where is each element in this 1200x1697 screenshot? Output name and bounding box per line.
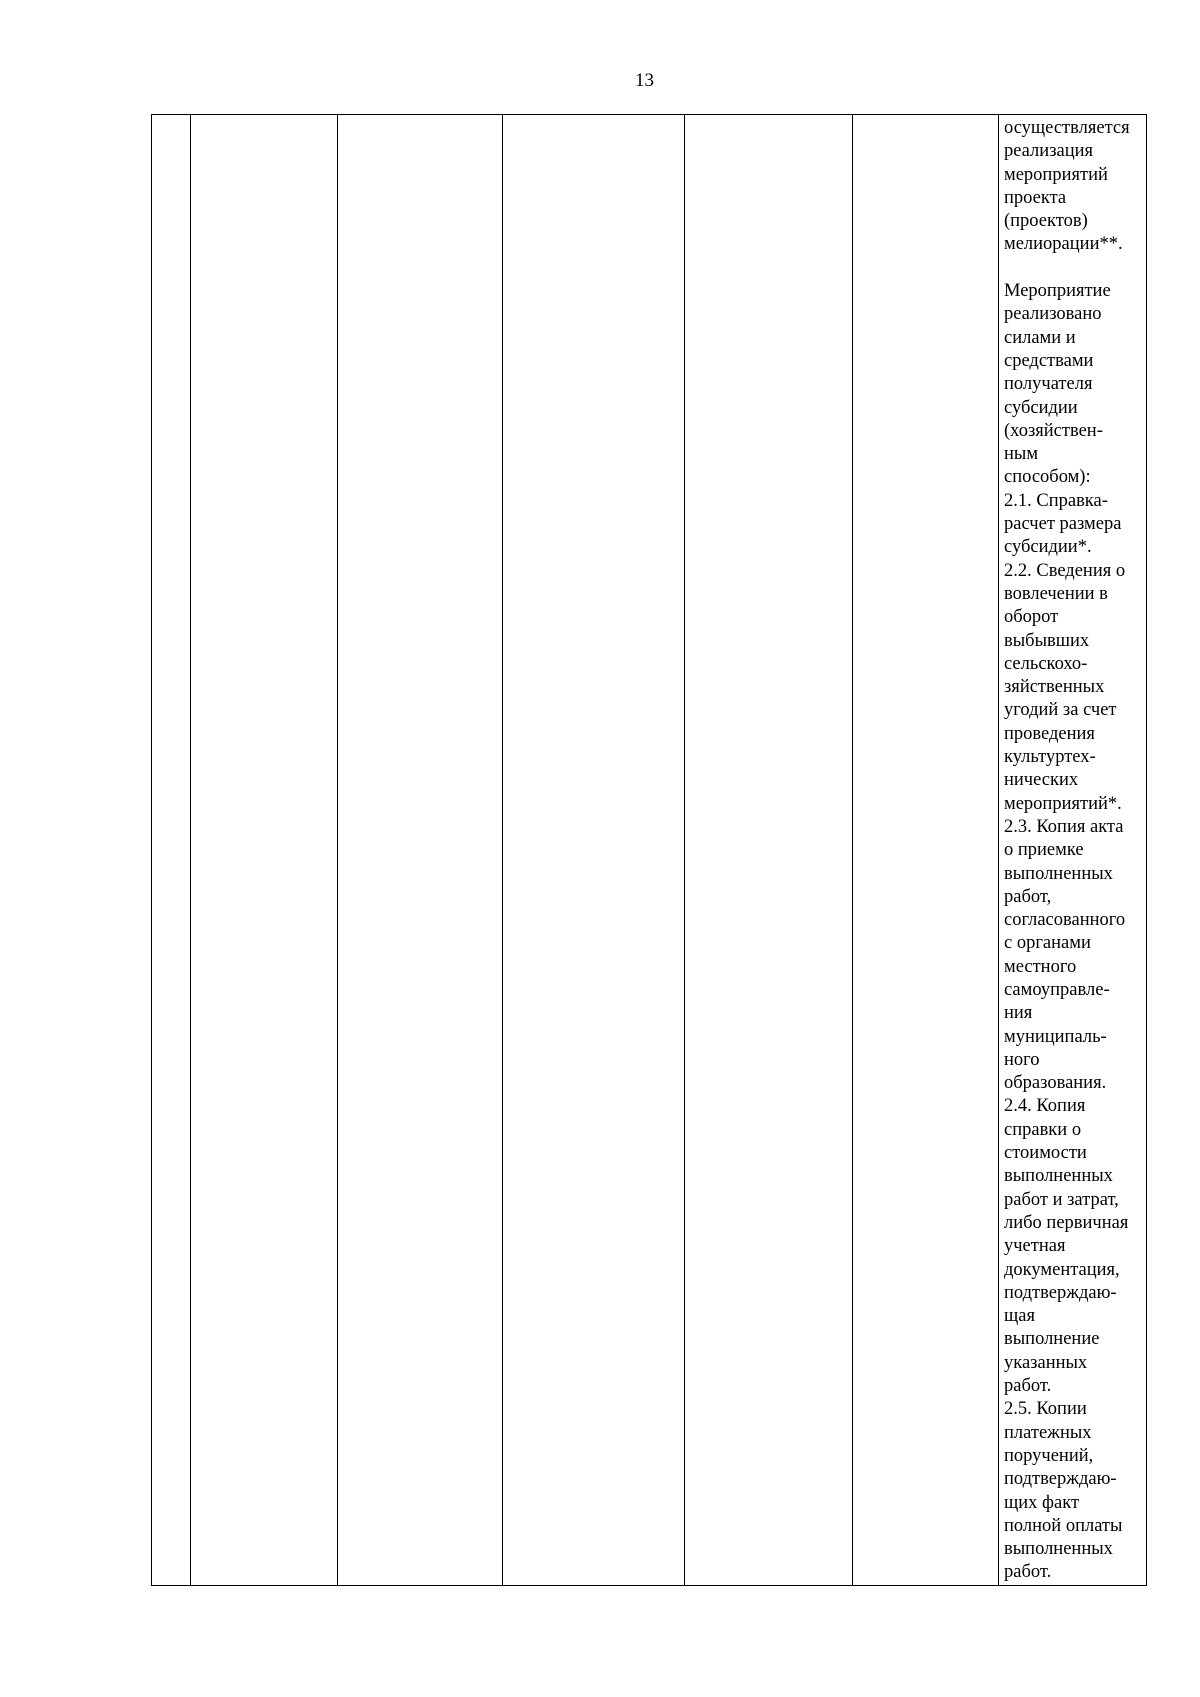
text-line: 2.1. Справка- bbox=[1004, 490, 1108, 511]
requirements-table bbox=[151, 114, 1147, 1586]
paragraph bbox=[1004, 1398, 1142, 1584]
paragraph bbox=[1004, 1095, 1142, 1398]
paragraph bbox=[1004, 117, 1142, 257]
text-line: указанных bbox=[1004, 1352, 1088, 1373]
table-cell-5 bbox=[685, 115, 853, 1586]
text-line: документация, bbox=[1004, 1259, 1120, 1280]
text-line: 2.3. Копия акта bbox=[1004, 816, 1124, 837]
paragraph bbox=[1004, 490, 1142, 560]
text-line: расчет размера bbox=[1004, 514, 1122, 535]
text-line: проведения bbox=[1004, 723, 1095, 744]
text-line: проекта bbox=[1004, 187, 1067, 208]
text-line: стоимости bbox=[1004, 1143, 1087, 1164]
paragraph bbox=[1004, 560, 1142, 816]
text-line: мероприятий*. bbox=[1004, 793, 1122, 814]
text-line: выполненных bbox=[1004, 1539, 1113, 1560]
text-line: реализация bbox=[1004, 141, 1094, 162]
text-line: работ и затрат, bbox=[1004, 1189, 1119, 1210]
text-line: мероприятий bbox=[1004, 164, 1108, 185]
text-line: самоуправле- bbox=[1004, 979, 1110, 1000]
table-cell-2 bbox=[191, 115, 338, 1586]
text-line: подтверждаю- bbox=[1004, 1469, 1117, 1490]
text-line: работ. bbox=[1004, 1562, 1052, 1583]
text-line: согласованного bbox=[1004, 910, 1126, 931]
paragraph bbox=[1004, 280, 1142, 490]
text-line: Мероприятие bbox=[1004, 281, 1111, 302]
documents-list bbox=[999, 115, 1146, 1585]
text-line: полной оплаты bbox=[1004, 1515, 1123, 1536]
text-line: работ. bbox=[1004, 1376, 1052, 1397]
text-line: ния bbox=[1004, 1003, 1033, 1024]
table-cell-1 bbox=[152, 115, 191, 1586]
text-line: (проектов) bbox=[1004, 211, 1088, 232]
text-line: щая bbox=[1004, 1306, 1035, 1327]
text-line: 2.5. Копии bbox=[1004, 1399, 1087, 1420]
text-line: ным bbox=[1004, 444, 1039, 465]
text-line: реализовано bbox=[1004, 304, 1102, 325]
text-line: средствами bbox=[1004, 350, 1094, 371]
text-line: субсидии bbox=[1004, 397, 1078, 418]
text-line: осуществляется bbox=[1004, 118, 1130, 138]
text-line: выполненных bbox=[1004, 1166, 1113, 1187]
text-line: образования. bbox=[1004, 1073, 1107, 1094]
text-line: справки о bbox=[1004, 1119, 1082, 1140]
page-number: 13 bbox=[635, 70, 654, 91]
text-line: вовлечении в bbox=[1004, 583, 1108, 604]
text-line: зяйственных bbox=[1004, 677, 1105, 698]
text-line: платежных bbox=[1004, 1422, 1092, 1443]
text-line: мелиорации**. bbox=[1004, 234, 1123, 255]
text-line: субсидии*. bbox=[1004, 537, 1092, 558]
table-cell-3 bbox=[338, 115, 503, 1586]
table-cell-documents bbox=[999, 115, 1147, 1586]
text-line: щих факт bbox=[1004, 1492, 1080, 1513]
text-line: работ, bbox=[1004, 886, 1052, 907]
text-line: оборот bbox=[1004, 607, 1059, 628]
text-line: силами и bbox=[1004, 327, 1076, 348]
text-line: сельскохо- bbox=[1004, 653, 1088, 674]
text-line: 2.4. Копия bbox=[1004, 1096, 1086, 1117]
text-line: выполненных bbox=[1004, 863, 1113, 884]
text-line: выбывших bbox=[1004, 630, 1090, 651]
paragraph bbox=[1004, 816, 1142, 1096]
paragraph-gap bbox=[1004, 257, 1142, 280]
table-cell-4 bbox=[503, 115, 685, 1586]
text-line: местного bbox=[1004, 956, 1077, 977]
text-line: о приемке bbox=[1004, 840, 1084, 861]
text-line: получателя bbox=[1004, 374, 1093, 395]
text-line: ного bbox=[1004, 1049, 1040, 1070]
table-row bbox=[152, 115, 1147, 1586]
text-line: нических bbox=[1004, 770, 1079, 791]
text-line: подтверждаю- bbox=[1004, 1282, 1117, 1303]
text-line: либо первичная bbox=[1004, 1212, 1129, 1233]
text-line: с органами bbox=[1004, 933, 1091, 954]
text-line: 2.2. Сведения о bbox=[1004, 560, 1126, 581]
text-line: муниципаль- bbox=[1004, 1026, 1107, 1047]
text-line: способом): bbox=[1004, 467, 1091, 488]
text-line: угодий за счет bbox=[1004, 700, 1117, 721]
text-line: культуртех- bbox=[1004, 747, 1096, 768]
text-line: учетная bbox=[1004, 1236, 1066, 1257]
text-line: (хозяйствен- bbox=[1004, 420, 1103, 441]
table-cell-6 bbox=[853, 115, 999, 1586]
text-line: выполнение bbox=[1004, 1329, 1100, 1350]
text-line: поручений, bbox=[1004, 1445, 1094, 1466]
